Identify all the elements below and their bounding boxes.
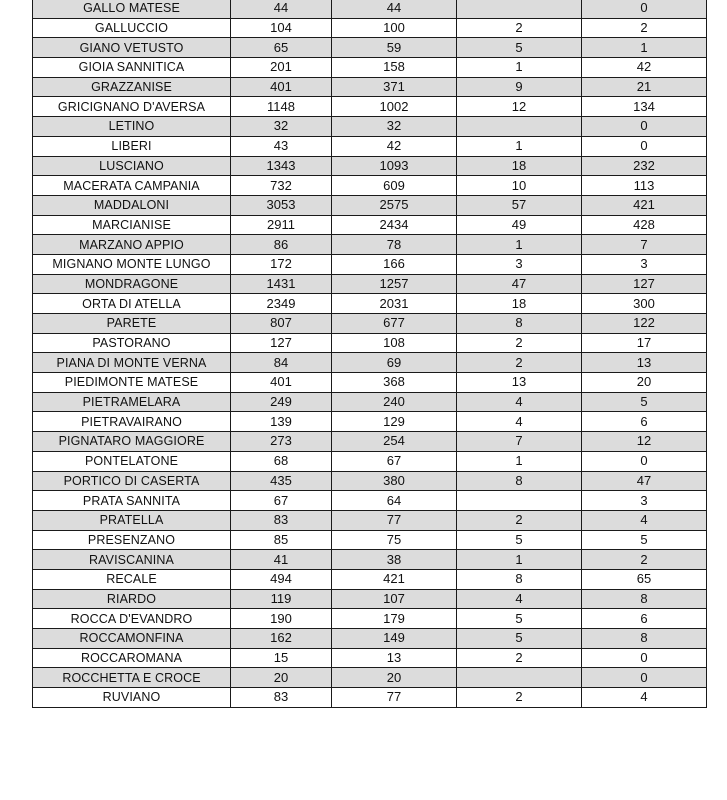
table-row bbox=[33, 550, 707, 570]
table-row bbox=[33, 412, 707, 432]
value-cell-d: 47 bbox=[582, 471, 707, 491]
table-row bbox=[33, 629, 707, 649]
value-cell-a: 86 bbox=[231, 235, 332, 255]
value-cell-c: 4 bbox=[457, 392, 582, 412]
municipality-name-cell: MADDALONI bbox=[33, 195, 231, 215]
value-cell-b: 371 bbox=[332, 77, 457, 97]
value-cell-d: 7 bbox=[582, 235, 707, 255]
value-cell-d: 3 bbox=[582, 491, 707, 511]
value-cell-a: 68 bbox=[231, 451, 332, 471]
value-cell-b: 108 bbox=[332, 333, 457, 353]
table-row bbox=[33, 195, 707, 215]
value-cell-d: 3 bbox=[582, 254, 707, 274]
municipality-name-cell: PRATELLA bbox=[33, 510, 231, 530]
value-cell-b: 77 bbox=[332, 510, 457, 530]
municipality-name-cell: ROCCA D'EVANDRO bbox=[33, 609, 231, 629]
value-cell-d: 6 bbox=[582, 609, 707, 629]
value-cell-b: 44 bbox=[332, 0, 457, 18]
value-cell-b: 1257 bbox=[332, 274, 457, 294]
value-cell-a: 401 bbox=[231, 373, 332, 393]
value-cell-a: 190 bbox=[231, 609, 332, 629]
municipality-name-cell: ORTA DI ATELLA bbox=[33, 294, 231, 314]
table-row bbox=[33, 491, 707, 511]
table-row bbox=[33, 648, 707, 668]
value-cell-c: 18 bbox=[457, 156, 582, 176]
table-row bbox=[33, 176, 707, 196]
value-cell-b: 75 bbox=[332, 530, 457, 550]
table-row bbox=[33, 117, 707, 137]
value-cell-d: 65 bbox=[582, 569, 707, 589]
table-row bbox=[33, 510, 707, 530]
municipality-table bbox=[32, 0, 707, 708]
value-cell-d: 1 bbox=[582, 38, 707, 58]
table-row bbox=[33, 0, 707, 18]
value-cell-a: 20 bbox=[231, 668, 332, 688]
municipality-name-cell: PARETE bbox=[33, 314, 231, 334]
value-cell-c: 7 bbox=[457, 432, 582, 452]
value-cell-a: 1431 bbox=[231, 274, 332, 294]
municipality-name-cell: PIETRAMELARA bbox=[33, 392, 231, 412]
municipality-name-cell: PIGNATARO MAGGIORE bbox=[33, 432, 231, 452]
value-cell-b: 129 bbox=[332, 412, 457, 432]
municipality-name-cell: RIARDO bbox=[33, 589, 231, 609]
value-cell-d: 12 bbox=[582, 432, 707, 452]
value-cell-b: 158 bbox=[332, 58, 457, 78]
municipality-name-cell: MONDRAGONE bbox=[33, 274, 231, 294]
table-row bbox=[33, 294, 707, 314]
value-cell-a: 494 bbox=[231, 569, 332, 589]
value-cell-a: 43 bbox=[231, 136, 332, 156]
table-row bbox=[33, 530, 707, 550]
value-cell-c: 57 bbox=[457, 195, 582, 215]
value-cell-c: 3 bbox=[457, 254, 582, 274]
table-row bbox=[33, 254, 707, 274]
value-cell-d: 232 bbox=[582, 156, 707, 176]
value-cell-c: 2 bbox=[457, 333, 582, 353]
value-cell-c: 2 bbox=[457, 353, 582, 373]
municipality-name-cell: GRAZZANISE bbox=[33, 77, 231, 97]
value-cell-a: 2911 bbox=[231, 215, 332, 235]
value-cell-c: 10 bbox=[457, 176, 582, 196]
value-cell-a: 139 bbox=[231, 412, 332, 432]
value-cell-c: 5 bbox=[457, 38, 582, 58]
value-cell-a: 401 bbox=[231, 77, 332, 97]
value-cell-d: 5 bbox=[582, 530, 707, 550]
municipality-name-cell: ROCCAROMANA bbox=[33, 648, 231, 668]
table-row bbox=[33, 274, 707, 294]
value-cell-d: 8 bbox=[582, 589, 707, 609]
value-cell-d: 42 bbox=[582, 58, 707, 78]
value-cell-b: 32 bbox=[332, 117, 457, 137]
value-cell-c: 5 bbox=[457, 629, 582, 649]
value-cell-d: 13 bbox=[582, 353, 707, 373]
municipality-name-cell: ROCCAMONFINA bbox=[33, 629, 231, 649]
value-cell-a: 162 bbox=[231, 629, 332, 649]
value-cell-b: 380 bbox=[332, 471, 457, 491]
table-row bbox=[33, 668, 707, 688]
value-cell-b: 78 bbox=[332, 235, 457, 255]
value-cell-c: 8 bbox=[457, 314, 582, 334]
table-row bbox=[33, 353, 707, 373]
value-cell-c: 2 bbox=[457, 688, 582, 708]
value-cell-a: 807 bbox=[231, 314, 332, 334]
value-cell-a: 119 bbox=[231, 589, 332, 609]
municipality-name-cell: PIETRAVAIRANO bbox=[33, 412, 231, 432]
value-cell-b: 38 bbox=[332, 550, 457, 570]
table-row bbox=[33, 432, 707, 452]
municipality-name-cell: MIGNANO MONTE LUNGO bbox=[33, 254, 231, 274]
municipality-name-cell: RECALE bbox=[33, 569, 231, 589]
municipality-name-cell: PIEDIMONTE MATESE bbox=[33, 373, 231, 393]
municipality-name-cell: GALLUCCIO bbox=[33, 18, 231, 38]
value-cell-b: 69 bbox=[332, 353, 457, 373]
value-cell-d: 17 bbox=[582, 333, 707, 353]
value-cell-c: 1 bbox=[457, 58, 582, 78]
value-cell-c: 5 bbox=[457, 609, 582, 629]
value-cell-c bbox=[457, 0, 582, 18]
value-cell-d: 2 bbox=[582, 550, 707, 570]
municipality-name-cell: MARZANO APPIO bbox=[33, 235, 231, 255]
value-cell-b: 42 bbox=[332, 136, 457, 156]
value-cell-a: 3053 bbox=[231, 195, 332, 215]
value-cell-b: 2575 bbox=[332, 195, 457, 215]
value-cell-a: 41 bbox=[231, 550, 332, 570]
value-cell-a: 2349 bbox=[231, 294, 332, 314]
value-cell-b: 107 bbox=[332, 589, 457, 609]
value-cell-a: 172 bbox=[231, 254, 332, 274]
value-cell-c: 49 bbox=[457, 215, 582, 235]
value-cell-c: 2 bbox=[457, 648, 582, 668]
value-cell-d: 4 bbox=[582, 510, 707, 530]
value-cell-a: 273 bbox=[231, 432, 332, 452]
value-cell-d: 113 bbox=[582, 176, 707, 196]
value-cell-b: 20 bbox=[332, 668, 457, 688]
value-cell-d: 0 bbox=[582, 136, 707, 156]
municipality-name-cell: MACERATA CAMPANIA bbox=[33, 176, 231, 196]
value-cell-d: 428 bbox=[582, 215, 707, 235]
value-cell-b: 77 bbox=[332, 688, 457, 708]
value-cell-a: 44 bbox=[231, 0, 332, 18]
value-cell-c: 47 bbox=[457, 274, 582, 294]
table-row bbox=[33, 156, 707, 176]
value-cell-c: 5 bbox=[457, 530, 582, 550]
municipality-name-cell: GRICIGNANO D'AVERSA bbox=[33, 97, 231, 117]
value-cell-c: 13 bbox=[457, 373, 582, 393]
municipality-name-cell: GALLO MATESE bbox=[33, 0, 231, 18]
value-cell-b: 59 bbox=[332, 38, 457, 58]
value-cell-a: 83 bbox=[231, 688, 332, 708]
value-cell-d: 2 bbox=[582, 18, 707, 38]
value-cell-d: 134 bbox=[582, 97, 707, 117]
value-cell-a: 32 bbox=[231, 117, 332, 137]
table-row bbox=[33, 609, 707, 629]
table-row bbox=[33, 451, 707, 471]
municipality-name-cell: PASTORANO bbox=[33, 333, 231, 353]
municipality-name-cell: GIOIA SANNITICA bbox=[33, 58, 231, 78]
value-cell-d: 21 bbox=[582, 77, 707, 97]
value-cell-c: 8 bbox=[457, 471, 582, 491]
value-cell-a: 249 bbox=[231, 392, 332, 412]
value-cell-b: 240 bbox=[332, 392, 457, 412]
municipality-name-cell: RAVISCANINA bbox=[33, 550, 231, 570]
table-row bbox=[33, 688, 707, 708]
value-cell-d: 0 bbox=[582, 648, 707, 668]
municipality-name-cell: PORTICO DI CASERTA bbox=[33, 471, 231, 491]
value-cell-b: 2031 bbox=[332, 294, 457, 314]
value-cell-b: 254 bbox=[332, 432, 457, 452]
value-cell-d: 421 bbox=[582, 195, 707, 215]
value-cell-b: 179 bbox=[332, 609, 457, 629]
value-cell-c: 1 bbox=[457, 235, 582, 255]
value-cell-a: 201 bbox=[231, 58, 332, 78]
value-cell-b: 609 bbox=[332, 176, 457, 196]
table-body bbox=[33, 0, 707, 707]
value-cell-b: 2434 bbox=[332, 215, 457, 235]
value-cell-c: 4 bbox=[457, 412, 582, 432]
value-cell-a: 435 bbox=[231, 471, 332, 491]
table-row bbox=[33, 314, 707, 334]
value-cell-b: 677 bbox=[332, 314, 457, 334]
municipality-name-cell: PIANA DI MONTE VERNA bbox=[33, 353, 231, 373]
value-cell-d: 20 bbox=[582, 373, 707, 393]
value-cell-b: 1093 bbox=[332, 156, 457, 176]
value-cell-d: 0 bbox=[582, 668, 707, 688]
value-cell-a: 127 bbox=[231, 333, 332, 353]
value-cell-d: 4 bbox=[582, 688, 707, 708]
municipality-name-cell: ROCCHETTA E CROCE bbox=[33, 668, 231, 688]
value-cell-d: 0 bbox=[582, 451, 707, 471]
value-cell-b: 67 bbox=[332, 451, 457, 471]
table-row bbox=[33, 569, 707, 589]
value-cell-a: 1343 bbox=[231, 156, 332, 176]
value-cell-b: 64 bbox=[332, 491, 457, 511]
value-cell-b: 1002 bbox=[332, 97, 457, 117]
value-cell-c: 9 bbox=[457, 77, 582, 97]
table-row bbox=[33, 333, 707, 353]
table-row bbox=[33, 18, 707, 38]
municipality-name-cell: PRESENZANO bbox=[33, 530, 231, 550]
municipality-name-cell: LIBERI bbox=[33, 136, 231, 156]
municipality-name-cell: PRATA SANNITA bbox=[33, 491, 231, 511]
table-row bbox=[33, 58, 707, 78]
value-cell-b: 368 bbox=[332, 373, 457, 393]
value-cell-a: 83 bbox=[231, 510, 332, 530]
value-cell-c bbox=[457, 491, 582, 511]
value-cell-d: 6 bbox=[582, 412, 707, 432]
municipality-name-cell: MARCIANISE bbox=[33, 215, 231, 235]
value-cell-a: 84 bbox=[231, 353, 332, 373]
table-row bbox=[33, 471, 707, 491]
value-cell-a: 1148 bbox=[231, 97, 332, 117]
value-cell-a: 104 bbox=[231, 18, 332, 38]
value-cell-c: 1 bbox=[457, 136, 582, 156]
value-cell-a: 85 bbox=[231, 530, 332, 550]
municipality-name-cell: GIANO VETUSTO bbox=[33, 38, 231, 58]
value-cell-c: 8 bbox=[457, 569, 582, 589]
value-cell-a: 67 bbox=[231, 491, 332, 511]
value-cell-d: 0 bbox=[582, 117, 707, 137]
value-cell-a: 15 bbox=[231, 648, 332, 668]
table-row bbox=[33, 373, 707, 393]
value-cell-d: 8 bbox=[582, 629, 707, 649]
value-cell-b: 166 bbox=[332, 254, 457, 274]
value-cell-c bbox=[457, 668, 582, 688]
value-cell-c: 1 bbox=[457, 550, 582, 570]
value-cell-c: 18 bbox=[457, 294, 582, 314]
municipality-name-cell: LETINO bbox=[33, 117, 231, 137]
value-cell-b: 100 bbox=[332, 18, 457, 38]
municipality-name-cell: PONTELATONE bbox=[33, 451, 231, 471]
table-row bbox=[33, 589, 707, 609]
table-row bbox=[33, 97, 707, 117]
value-cell-d: 5 bbox=[582, 392, 707, 412]
municipality-name-cell: LUSCIANO bbox=[33, 156, 231, 176]
value-cell-a: 732 bbox=[231, 176, 332, 196]
value-cell-d: 127 bbox=[582, 274, 707, 294]
table-row bbox=[33, 77, 707, 97]
value-cell-d: 122 bbox=[582, 314, 707, 334]
value-cell-c: 1 bbox=[457, 451, 582, 471]
table-row bbox=[33, 136, 707, 156]
table-row bbox=[33, 38, 707, 58]
value-cell-c bbox=[457, 117, 582, 137]
value-cell-c: 2 bbox=[457, 510, 582, 530]
value-cell-c: 4 bbox=[457, 589, 582, 609]
table-row bbox=[33, 392, 707, 412]
value-cell-c: 12 bbox=[457, 97, 582, 117]
table-row bbox=[33, 215, 707, 235]
value-cell-c: 2 bbox=[457, 18, 582, 38]
value-cell-d: 300 bbox=[582, 294, 707, 314]
value-cell-b: 13 bbox=[332, 648, 457, 668]
value-cell-b: 149 bbox=[332, 629, 457, 649]
value-cell-b: 421 bbox=[332, 569, 457, 589]
value-cell-d: 0 bbox=[582, 0, 707, 18]
table-row bbox=[33, 235, 707, 255]
municipality-name-cell: RUVIANO bbox=[33, 688, 231, 708]
value-cell-a: 65 bbox=[231, 38, 332, 58]
